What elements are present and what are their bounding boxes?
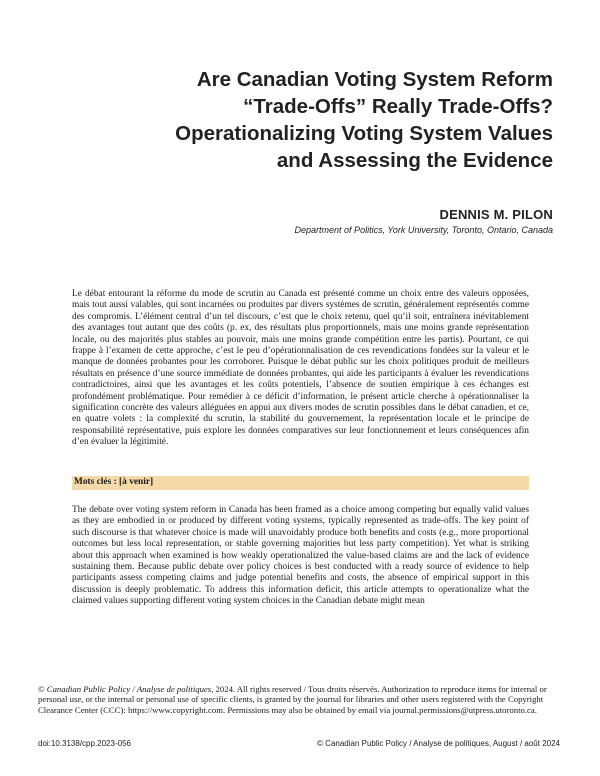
author-name: DENNIS M. PILON bbox=[439, 207, 553, 222]
author-affiliation: Department of Politics, York University, Toronto, Ontario, Canada bbox=[294, 225, 553, 235]
doi[interactable]: doi:10.3138/cpp.2023-056 bbox=[38, 739, 131, 748]
title-line-3: Operationalizing Voting System Values bbox=[175, 122, 553, 145]
title-line-1: Are Canadian Voting System Reform bbox=[196, 68, 553, 91]
abstract-french: Le débat entourant la réforme du mode de scrutin au Canada est présenté comme un choix entre des valeurs opposées, mais tout aussi valables, qui sont incarnées ou produites par divers systèmes de scrutin, généralement représentés comme des compromis. L’élément central d’un tel discours, c’est que le choix retenu, quel qu’il soit, entraînera inévitablement des avantages tout autant que des coûts (p. ex, des résultats plus proportionnels, mais une moins grande représentation locale, ou des majorités plus stables au pouvoir, mais une moins grande compétition entre les partis). Pourtant, ce qui frappe à l’examen de cette approche, c’est le peu d’opérationnalisation de ces revendications fondées sur la valeur et le manque de données probantes pour les corroborer. Puisque le débat public sur les choix politiques produit de meilleurs résultats en présence d’une source immédiate de données probantes, qui aide les participants à évaluer les revendications contradictoires, ainsi que les avantages et les coûts potentiels, l’absence de soutien empirique à ces échanges est profondément problématique. Pour remédier à ce déficit d’information, le présent article cherche à opérationnaliser la signification concrète des valeurs alléguées en appui aux divers modes de scrutin possibles dans le débat canadien, et ce, en quatre volets : la complexité du scrutin, la stabilité du gouvernement, la représentation locale et le principe de responsabilité représentative, puis explore les données comparatives sur leur fonctionnement et leurs conséquences afin d’en évaluer la légitimité. bbox=[72, 289, 529, 448]
keywords-box bbox=[72, 476, 529, 490]
title-line-4: and Assessing the Evidence bbox=[276, 149, 553, 172]
keywords-label: Mots clés : [à venir] bbox=[74, 477, 154, 487]
journal-issue: © Canadian Public Policy / Analyse de politiques, August / août 2024 bbox=[317, 739, 560, 748]
copyright-journal: Canadian Public Policy / Analyse de politiques bbox=[46, 684, 212, 694]
copyright-text: , 2024. All rights reserved / Tous droits réservés. Authorization to reproduce items for internal or personal use, or the internal or personal use of specific clients, is granted by the journal for libraries and other users registered with the Copyright Clearance Center (CCC): https://www.copyright.com. Permissions may also be obtained by email via journal.permissions@utpress.utoronto.ca. bbox=[38, 684, 547, 715]
abstract-english: The debate over voting system reform in Canada has been framed as a choice among competing but equally valid values as they are embodied in or produced by different voting systems, typically represented as trade-offs. The key point of such discourse is that whatever choice is made will unavoidably produce both benefits and costs (e.g., more proportional outcomes but less local representation, or stable governing majorities but less party competition). Yet what is striking about this approach when examined is how weakly operationalized the value-based claims are and the lack of evidence sustaining them. Because public debate over policy choices is best conducted with a ready source of evidence to help participants assess competing claims and judge potential benefits and costs, the absence of empirical support in this discussion is deeply problematic. To address this information deficit, this article attempts to operationalize what the claimed values supporting different voting system choices in the Canadian debate might mean bbox=[72, 505, 529, 607]
title-line-2: “Trade-Offs” Really Trade-Offs? bbox=[243, 95, 553, 118]
copyright-notice: © Canadian Public Policy / Analyse de politiques, 2024. All rights reserved / Tous droits réservés. Authorization to reproduce items for internal or personal use, or the internal or personal use of specific clients, is granted by the journal for libraries and other users registered with the Copyright Clearance Center (CCC): https://www.copyright.com. Permissions may also be obtained by email via journal.permissions@utpress.utoronto.ca. bbox=[38, 684, 547, 715]
article-title bbox=[90, 66, 553, 174]
